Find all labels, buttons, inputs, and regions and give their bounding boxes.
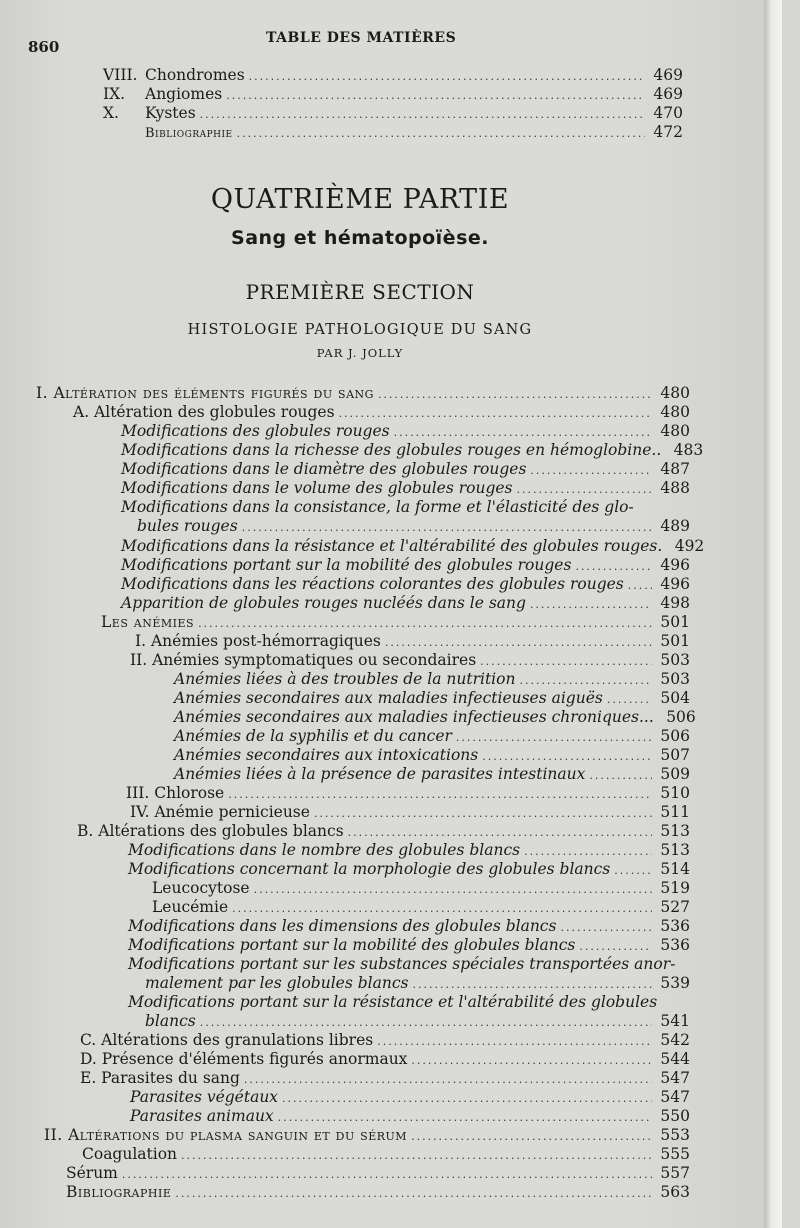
entry-label: blancs: [145, 1012, 196, 1030]
section-subtitle: HISTOLOGIE PATHOLOGIQUE DU SANG: [187, 322, 533, 338]
entry-label: Anémies secondaires aux intoxications: [174, 746, 479, 764]
entry-label: Les anémies: [101, 613, 195, 631]
entry-label: Anémies liées à la présence de parasites intestinaux: [174, 765, 586, 783]
entry-label: Modifications portant sur les substances spéciales transportées anor-: [128, 955, 676, 973]
toc-entry[interactable]: [121, 594, 690, 613]
entry-label: Anémies secondaires aux maladies infectieuses aiguës: [174, 689, 603, 707]
leader-dots: [181, 1146, 652, 1165]
entry-number: VIII.: [103, 66, 138, 84]
leader-dots: [628, 576, 652, 595]
toc-entry[interactable]: [80, 1050, 690, 1069]
entry-page: 506: [666, 708, 696, 726]
author-line: PAR J. JOLLY: [316, 346, 404, 360]
entry-label: A. Altération des globules rouges: [73, 403, 335, 421]
toc-entry[interactable]: [135, 632, 690, 651]
running-title: TABLE DES MATIÈRES: [266, 30, 457, 46]
entry-label: Modifications dans le nombre des globules blancs: [128, 841, 521, 859]
entry-label: III. Chlorose: [126, 784, 225, 802]
entry-label: Parasites végétaux: [130, 1088, 279, 1106]
leader-dots: [198, 614, 652, 633]
toc-entry[interactable]: [66, 1183, 690, 1202]
entry-label: Modifications dans la richesse des globules rouges en hémoglobine..: [121, 441, 662, 459]
entry-page: 501: [660, 613, 690, 631]
leader-dots: [377, 1032, 652, 1051]
entry-page: 488: [660, 479, 690, 497]
toc-entry[interactable]: [145, 1012, 690, 1031]
toc-entry[interactable]: [103, 85, 683, 104]
entry-page: 510: [660, 784, 690, 802]
entry-label: IV. Anémie pernicieuse: [130, 803, 310, 821]
toc-entry[interactable]: [121, 537, 705, 556]
toc-entry[interactable]: [174, 746, 690, 765]
entry-label: Anémies de la syphilis et du cancer: [174, 727, 452, 745]
leader-dots: [456, 728, 652, 747]
leader-dots: [200, 105, 645, 124]
toc-entry[interactable]: [128, 955, 690, 974]
entry-page: 492: [674, 537, 705, 555]
toc-entry[interactable]: [77, 822, 690, 841]
entry-page: 541: [660, 1012, 690, 1030]
entry-page: 563: [660, 1183, 690, 1201]
leader-dots: [228, 785, 652, 804]
entry-label: Modifications dans les dimensions des globules blancs: [128, 917, 557, 935]
entry-page: 544: [660, 1050, 690, 1068]
leader-dots: [237, 124, 645, 143]
toc-entry[interactable]: [121, 556, 690, 575]
leader-dots: [378, 385, 652, 404]
toc-entry[interactable]: [121, 479, 690, 498]
entry-page: 553: [660, 1126, 690, 1144]
toc-entry[interactable]: [128, 860, 690, 879]
entry-label: II. Altérations du plasma sanguin et du sérum: [44, 1126, 408, 1144]
toc-entry[interactable]: [126, 784, 690, 803]
toc-entry[interactable]: [103, 66, 683, 85]
toc-entry[interactable]: [130, 651, 690, 670]
toc-entry[interactable]: [80, 1069, 690, 1088]
toc-entry[interactable]: [121, 422, 690, 441]
part-title: QUATRIÈME PARTIE: [210, 184, 510, 215]
entry-label: Bibliographie: [145, 126, 233, 141]
entry-page: 557: [660, 1164, 690, 1182]
toc-entry[interactable]: [66, 1164, 690, 1183]
toc-entry[interactable]: [174, 708, 696, 727]
leader-dots: [412, 975, 652, 994]
entry-label: Chondromes: [145, 66, 245, 84]
entry-label: Bibliographie: [66, 1183, 172, 1201]
leader-dots: [480, 652, 652, 671]
toc-entry[interactable]: [128, 917, 690, 936]
leader-dots: [278, 1108, 652, 1127]
entry-label: Modifications dans le volume des globules rouges: [121, 479, 513, 497]
entry-page: 504: [660, 689, 690, 707]
toc-entry[interactable]: [152, 879, 690, 898]
entry-label: Modifications portant sur la mobilité des globules rouges: [121, 556, 572, 574]
toc-entry[interactable]: [128, 841, 690, 860]
entry-label: malement par les globules blancs: [145, 974, 409, 992]
toc-entry[interactable]: [36, 384, 690, 403]
entry-page: 513: [660, 841, 690, 859]
entry-page: 519: [660, 879, 690, 897]
entry-label: B. Altérations des globules blancs: [77, 822, 344, 840]
entry-label: Apparition de globules rouges nucléés dans le sang: [121, 594, 526, 612]
toc-entry[interactable]: [103, 104, 683, 123]
running-header: [0, 28, 782, 56]
entry-page: 536: [660, 917, 690, 935]
entry-label: Anémies secondaires aux maladies infectieuses chroniques...: [174, 708, 654, 726]
entry-label: Modifications concernant la morphologie des globules blancs: [128, 860, 611, 878]
leader-dots: [575, 557, 652, 576]
entry-page: 487: [660, 460, 690, 478]
entry-page: 513: [660, 822, 690, 840]
entry-page: 507: [660, 746, 690, 764]
entry-label: Angiomes: [145, 85, 223, 103]
entry-page: 527: [660, 898, 690, 916]
leader-dots: [517, 480, 652, 499]
entry-page: 539: [660, 974, 690, 992]
entry-page: 547: [660, 1088, 690, 1106]
toc-entry[interactable]: [174, 689, 690, 708]
entry-page: 498: [660, 594, 690, 612]
entry-page: 469: [653, 66, 683, 84]
toc-entry[interactable]: [121, 575, 690, 594]
entry-page: 536: [660, 936, 690, 954]
entry-page: 506: [660, 727, 690, 745]
entry-page: 489: [660, 517, 690, 535]
leader-dots: [249, 67, 645, 86]
entry-label: Parasites animaux: [130, 1107, 274, 1125]
toc-entry[interactable]: [73, 403, 690, 422]
entry-number: IX.: [103, 85, 126, 103]
entry-label: Kystes: [145, 104, 196, 122]
leader-dots: [530, 461, 652, 480]
entry-label: II. Anémies symptomatiques ou secondaires: [130, 651, 477, 669]
part-subtitle: Sang et hématopoïèse.: [231, 227, 489, 249]
page-edge: [764, 0, 782, 1228]
entry-label: Modifications dans le diamètre des globules rouges: [121, 460, 527, 478]
entry-page: 496: [660, 556, 690, 574]
entry-label: Modifications des globules rouges: [121, 422, 390, 440]
toc-entry[interactable]: [121, 498, 690, 517]
entry-page: 480: [660, 403, 690, 421]
leader-dots: [519, 671, 652, 690]
leader-dots: [524, 842, 652, 861]
entry-page: 542: [660, 1031, 690, 1049]
toc-entry[interactable]: [174, 765, 690, 784]
entry-page: 480: [660, 384, 690, 402]
toc-entry[interactable]: [82, 1145, 690, 1164]
leader-dots: [244, 1070, 652, 1089]
toc-entry[interactable]: [101, 613, 690, 632]
entry-page: 550: [660, 1107, 690, 1125]
entry-label: Anémies liées à des troubles de la nutrition: [174, 670, 516, 688]
leader-dots: [482, 747, 652, 766]
entry-page: 514: [660, 860, 690, 878]
leader-dots: [175, 1184, 652, 1203]
leader-dots: [411, 1051, 652, 1070]
leader-dots: [242, 518, 652, 537]
leader-dots: [579, 937, 652, 956]
entry-page: 503: [660, 651, 690, 669]
entry-page: 555: [660, 1145, 690, 1163]
leader-dots: [282, 1089, 652, 1108]
entry-number: X.: [103, 104, 119, 122]
toc-entry[interactable]: [121, 460, 690, 479]
leader-dots: [348, 823, 652, 842]
page-number: 860: [28, 38, 60, 56]
toc-entry[interactable]: [128, 993, 690, 1012]
toc-entry[interactable]: [130, 1088, 690, 1107]
entry-label: Sérum: [66, 1164, 118, 1182]
entry-page: 483: [673, 441, 704, 459]
entry-page: 547: [660, 1069, 690, 1087]
toc-entry[interactable]: [128, 936, 690, 955]
toc-entry[interactable]: [137, 517, 690, 536]
toc-entry[interactable]: [145, 123, 683, 142]
toc-entry[interactable]: [152, 898, 690, 917]
entry-label: C. Altérations des granulations libres: [80, 1031, 374, 1049]
leader-dots: [226, 86, 645, 105]
leader-dots: [614, 861, 652, 880]
entry-label: I. Anémies post-hémorragiques: [135, 632, 381, 650]
entry-label: I. Altération des éléments figurés du sang: [36, 384, 374, 402]
entry-label: Modifications dans les réactions colorantes des globules rouges: [121, 575, 624, 593]
toc-entry[interactable]: [121, 441, 704, 460]
entry-label: Leucocytose: [152, 879, 250, 897]
toc-entry[interactable]: [130, 1107, 690, 1126]
toc-entry[interactable]: [80, 1031, 690, 1050]
entry-label: Coagulation: [82, 1145, 178, 1163]
entry-label: E. Parasites du sang: [80, 1069, 240, 1087]
entry-page: 470: [653, 104, 683, 122]
leader-dots: [122, 1165, 652, 1184]
section-title: PREMIÈRE SECTION: [245, 280, 475, 304]
entry-page: 469: [653, 85, 683, 103]
leader-dots: [394, 423, 652, 442]
entry-page: 503: [660, 670, 690, 688]
leader-dots: [530, 595, 652, 614]
toc-entry[interactable]: [130, 803, 690, 822]
entry-label: Leucémie: [152, 898, 229, 916]
leader-dots: [411, 1127, 652, 1146]
entry-page: 501: [660, 632, 690, 650]
leader-dots: [607, 690, 652, 709]
entry-page: 511: [660, 803, 690, 821]
leader-dots: [385, 633, 652, 652]
entry-label: Modifications portant sur la résistance et l'altérabilité des globules: [128, 993, 658, 1011]
toc-entry[interactable]: [174, 727, 690, 746]
entry-label: Modifications portant sur la mobilité des globules blancs: [128, 936, 576, 954]
entry-page: 480: [660, 422, 690, 440]
entry-page: 472: [653, 123, 683, 141]
entry-page: 509: [660, 765, 690, 783]
toc-entry[interactable]: [44, 1126, 690, 1145]
toc-entry[interactable]: [145, 974, 690, 993]
entry-label: bules rouges: [137, 517, 238, 535]
entry-label: Modifications dans la consistance, la forme et l'élasticité des glo-: [121, 498, 634, 516]
leader-dots: [339, 404, 652, 423]
leader-dots: [254, 880, 652, 899]
leader-dots: [232, 899, 652, 918]
entry-page: 496: [660, 575, 690, 593]
leader-dots: [200, 1013, 652, 1032]
leader-dots: [589, 766, 652, 785]
entry-label: Modifications dans la résistance et l'altérabilité des globules rouges.: [121, 537, 663, 555]
toc-entry[interactable]: [174, 670, 690, 689]
entry-label: D. Présence d'éléments figurés anormaux: [80, 1050, 408, 1068]
leader-dots: [314, 804, 652, 823]
leader-dots: [560, 918, 652, 937]
